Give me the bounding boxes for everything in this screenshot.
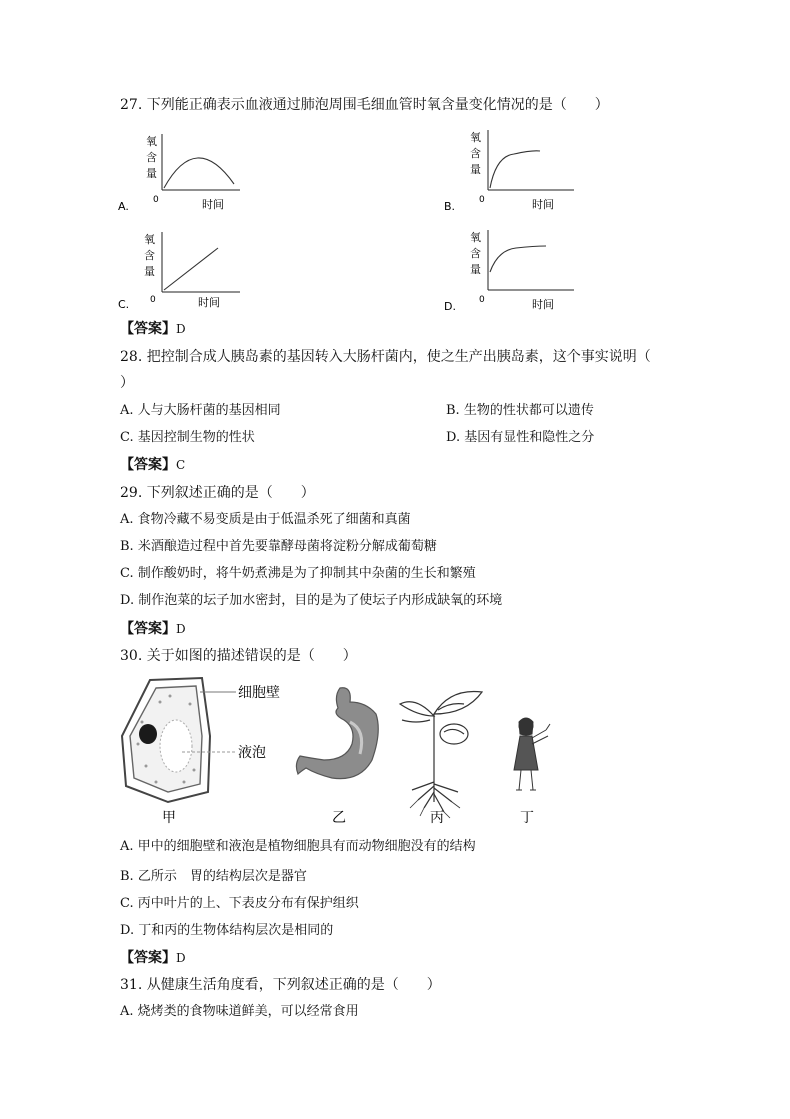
graph-a-letter: A. bbox=[118, 200, 129, 213]
q31-option-a: A. 烧烤类的食物味道鲜美，可以经常食用 bbox=[120, 1004, 359, 1019]
q30-option-c: C. 丙中叶片的上、下表皮分布有保护组织 bbox=[120, 896, 359, 911]
q28-option-a: A. 人与大肠杆菌的基因相同 bbox=[120, 403, 281, 418]
label-ding: 丁 bbox=[520, 810, 534, 826]
graph-d bbox=[442, 228, 582, 314]
q29-option-a: A. 食物冷藏不易变质是由于低温杀死了细菌和真菌 bbox=[120, 512, 411, 527]
graph-b-ylabel-3: 量 bbox=[470, 163, 481, 176]
q28-stem: 28. 把控制合成人胰岛素的基因转入大肠杆菌内，使之生产出胰岛素，这个事实说明（ bbox=[120, 349, 651, 365]
graph-d-letter: D. bbox=[444, 300, 456, 313]
girl-illustration bbox=[514, 718, 550, 790]
q29-option-b: B. 米酒酿造过程中首先要靠酵母菌将淀粉分解成葡萄糖 bbox=[120, 539, 437, 554]
q29-option-d: D. 制作泡菜的坛子加水密封，目的是为了使坛子内形成缺氧的环境 bbox=[120, 593, 503, 608]
nucleus bbox=[139, 724, 157, 744]
graph-c-ylabel-1: 氧 bbox=[144, 233, 155, 246]
graph-d-ylabel-3: 量 bbox=[470, 263, 481, 276]
answer-label: 【答案】 bbox=[120, 621, 176, 637]
graph-d-curve bbox=[490, 246, 546, 272]
q30-option-b: B. 乙所示 胃的结构层次是器官 bbox=[120, 869, 307, 884]
graph-a-curve bbox=[164, 158, 234, 188]
graph-d-ylabel-2: 含 bbox=[470, 247, 481, 260]
graph-b bbox=[442, 128, 582, 214]
label-bing: 丙 bbox=[430, 810, 444, 826]
seedling-illustration bbox=[400, 691, 482, 818]
q27-stem: 27. 下列能正确表示血液通过肺泡周围毛细血管时氧含量变化情况的是（ ） bbox=[120, 97, 609, 113]
answer-label: 【答案】 bbox=[120, 321, 176, 337]
graph-c-ylabel-2: 含 bbox=[144, 249, 155, 262]
graph-c-xlabel: 时间 bbox=[198, 296, 220, 309]
vacuole-label: 液泡 bbox=[238, 745, 266, 761]
graph-a-origin: 0 bbox=[153, 195, 159, 205]
graph-c-letter: C. bbox=[118, 298, 130, 311]
q29-stem: 29. 下列叙述正确的是（ ） bbox=[120, 485, 315, 501]
q30-option-a: A. 甲中的细胞壁和液泡是植物细胞具有而动物细胞没有的结构 bbox=[120, 839, 476, 854]
graph-b-origin: 0 bbox=[479, 195, 485, 205]
graph-b-curve bbox=[490, 151, 540, 188]
q30-option-d: D. 丁和丙的生物体结构层次是相同的 bbox=[120, 923, 334, 938]
graph-c bbox=[116, 230, 246, 314]
answer-value: D bbox=[176, 322, 186, 336]
q29-answer bbox=[120, 620, 186, 638]
graph-c-ylabel-3: 量 bbox=[144, 265, 155, 278]
q28-option-c: C. 基因控制生物的性状 bbox=[120, 430, 255, 445]
label-jia: 甲 bbox=[162, 810, 176, 826]
graph-c-curve bbox=[164, 248, 218, 290]
q28-answer bbox=[120, 456, 185, 474]
graph-a-ylabel-3: 量 bbox=[146, 167, 157, 180]
graph-d-origin: 0 bbox=[479, 295, 485, 305]
label-yi: 乙 bbox=[332, 810, 346, 826]
q27-answer bbox=[120, 320, 186, 338]
q29-option-c: C. 制作酸奶时，将牛奶煮沸是为了抑制其中杂菌的生长和繁殖 bbox=[120, 566, 476, 581]
answer-label: 【答案】 bbox=[120, 950, 176, 966]
graph-b-ylabel-2: 含 bbox=[470, 147, 481, 160]
answer-value: D bbox=[176, 622, 186, 636]
graph-b-letter: B. bbox=[444, 200, 456, 213]
answer-value: D bbox=[176, 951, 186, 965]
graph-d-ylabel-1: 氧 bbox=[470, 231, 481, 244]
plant-cell-illustration bbox=[122, 678, 236, 802]
graph-a bbox=[116, 130, 246, 214]
answer-value: C bbox=[176, 458, 186, 472]
graph-a-xlabel: 时间 bbox=[202, 198, 224, 211]
q31-stem: 31. 从健康生活角度看，下列叙述正确的是（ ） bbox=[120, 977, 441, 993]
graph-a-ylabel-1: 氧 bbox=[146, 135, 157, 148]
graph-a-ylabel-2: 含 bbox=[146, 151, 157, 164]
graph-b-xlabel: 时间 bbox=[532, 198, 554, 211]
cell-wall-label: 细胞壁 bbox=[238, 685, 280, 701]
q28-option-d: D. 基因有显性和隐性之分 bbox=[446, 430, 595, 445]
q30-answer bbox=[120, 949, 186, 967]
graph-b-ylabel-1: 氧 bbox=[470, 131, 481, 144]
q28-stem-cont: ） bbox=[120, 375, 134, 391]
q30-stem: 30. 关于如图的描述错误的是（ ） bbox=[120, 648, 357, 664]
graph-c-origin: 0 bbox=[150, 295, 156, 305]
answer-label: 【答案】 bbox=[120, 457, 176, 473]
stomach-illustration bbox=[296, 688, 378, 779]
q28-option-b: B. 生物的性状都可以遗传 bbox=[446, 403, 594, 418]
q30-figure bbox=[120, 674, 560, 828]
graph-d-xlabel: 时间 bbox=[532, 298, 554, 311]
